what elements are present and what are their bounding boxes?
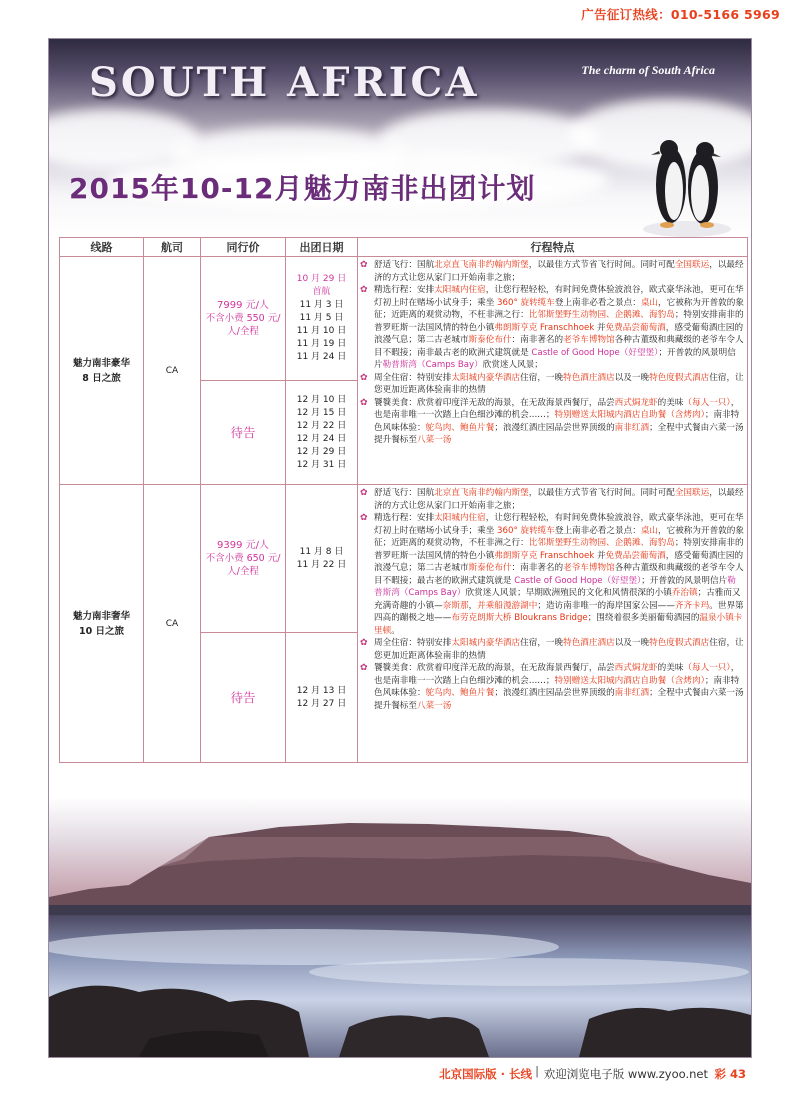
header-itinerary: 行程特点 <box>358 238 748 257</box>
header-dates: 出团日期 <box>286 238 358 257</box>
itinerary-item: ✿ 周全住宿：特别安排太阳城内豪华酒店住宿，一晚特色酒庄酒店以及一晚特色度假式酒店住宿，让您更加近距离体验南非的热情 <box>360 372 744 395</box>
date-item: 11 月 3 日 <box>299 300 344 310</box>
flower-bullet-icon: ✿ <box>360 488 368 498</box>
hero-english-subtitle: The charm of South Africa <box>581 63 715 77</box>
itinerary-item: ✿ 饕餮美食：欣赏着印度洋无敌的海景，在无敌海景西餐厅，品尝西式焗龙虾的美味（每人一只），也是南非唯一一次踏上白色细沙滩的机会……；特别赠送太阳城内酒店自助餐（含烤肉）；南非特色风味体验：鸵鸟肉、鲍鱼片餐；浪漫红酒庄园品尝世界顶级的南非红酒；全程中式餐由六菜一汤提升餐标至八菜一汤 <box>360 663 744 711</box>
airline-cell: CA <box>144 485 201 763</box>
price-cell <box>201 485 286 633</box>
first-flight-note: 首航 <box>312 287 331 297</box>
airline-cell: CA <box>144 257 201 485</box>
date-item: 11 月 19 日 <box>296 339 347 349</box>
table-mountain-photo <box>49 797 751 1057</box>
page-title: 2015年10-12月魅力南非出团计划 <box>69 172 536 205</box>
hotline: 广告征订热线：010-5166 5969 <box>581 7 780 22</box>
flower-bullet-icon: ✿ <box>360 638 368 648</box>
date-item: 12 月 29 日 <box>296 446 347 457</box>
header-price: 同行价 <box>201 238 286 257</box>
flower-bullet-icon: ✿ <box>360 397 368 408</box>
date-item: 11 月 5 日 <box>299 313 344 323</box>
itinerary-item: ✿ 饕餮美食：欣赏着印度洋无敌的海景，在无敌海景西餐厅，品尝西式焗龙虾的美味（每人一只），也是南非唯一一次踏上白色细沙滩的机会……；特别赠送太阳城内酒店自助餐（含烤肉）；南非特色风味体验：鸵鸟肉、鲍鱼片餐；浪漫红酒庄园品尝世界顶级的南非红酒；全程中式餐由六菜一汤提升餐标至八菜一汤 <box>360 397 744 445</box>
first-flight-date: 10 月 29 日 <box>296 274 347 284</box>
flower-bullet-icon: ✿ <box>360 513 368 523</box>
route-duration: 10 日之旅 <box>78 625 125 637</box>
itinerary-item: ✿ 舒适飞行：国航北京直飞南非约翰内斯堡，以最佳方式节省飞行时间。同时可配全国联运，以最经济的方式让您从家门口开始南非之旅； <box>360 488 744 511</box>
flower-bullet-icon: ✿ <box>360 285 368 295</box>
header-route: 线路 <box>60 238 144 257</box>
table-header-row <box>60 238 748 257</box>
footer-divider: | <box>535 1064 539 1078</box>
route-duration: 8 日之旅 <box>82 372 121 384</box>
table-row <box>60 485 748 633</box>
tip-note: 不含小费 550 元/ <box>205 313 281 324</box>
header-airline: 航司 <box>144 238 201 257</box>
itinerary-cell <box>358 257 748 485</box>
dates-cell <box>286 485 358 633</box>
itinerary-item: ✿ 精选行程：安排太阳城内住宿，让您行程轻松，有时间免费体验波浪谷，欧式豪华泳池，更可在华灯初上时在赌场小试身手；乘坐 360° 旋转缆车登上南非必看之景点：桌山，它被称为开普敦的象征；近距离的观赏动物，不枉非洲之行：比邻斯堡野生动物园、企鹅滩、海豹岛；特别安排南非的普罗旺斯一法国风情的特色小镇弗朗斯亨克 Franschhoek 并免费品尝葡萄酒，感受葡萄酒庄园的浪漫气息；第二古老城市斯泰伦布什：南非著名的老爷车博物馆各种古董级和典藏级的老爷车令人目不暇接；南非最古老的欧洲式建筑就是 Castle of Good Hope（好望堡）；开普敦的风景明信片勒普斯湾（Camps Bay）欣赏迷人风景； <box>360 285 744 370</box>
page-frame <box>48 38 752 1058</box>
tip-note-cont: 人/全程 <box>227 566 259 577</box>
penguins-image <box>641 127 733 237</box>
date-item: 12 月 27 日 <box>296 698 347 709</box>
date-item: 12 月 13 日 <box>296 685 347 696</box>
price-cell <box>201 257 286 381</box>
itinerary-cell <box>358 485 748 763</box>
route-name: 魅力南非奢华 <box>72 610 130 622</box>
tip-note: 不含小费 650 元/ <box>205 553 281 564</box>
itinerary-item: ✿ 周全住宿：特别安排太阳城内豪华酒店住宿，一晚特色酒庄酒店以及一晚特色度假式酒店住宿，让您更加近距离体验南非的热情 <box>360 638 744 661</box>
price-value: 7999 元/人 <box>217 300 269 311</box>
route-name-cell <box>60 257 144 485</box>
hero-banner <box>49 39 751 237</box>
dates-cell <box>286 633 358 763</box>
date-item: 12 月 22 日 <box>296 420 347 431</box>
dates-cell <box>286 257 358 381</box>
footer <box>0 1064 800 1084</box>
date-item: 12 月 10 日 <box>296 394 347 405</box>
route-name-cell <box>60 485 144 763</box>
tour-plan-table <box>59 237 748 763</box>
flower-bullet-icon: ✿ <box>360 260 368 270</box>
date-item: 12 月 15 日 <box>296 407 347 418</box>
flower-bullet-icon: ✿ <box>360 663 368 673</box>
route-name: 魅力南非豪华 <box>72 357 130 369</box>
itinerary-item: ✿ 精选行程：安排太阳城内住宿，让您行程轻松，有时间免费体验波浪谷，欧式豪华泳池，更可在华灯初上时在赌场小试身手；乘坐 360° 旋转缆车登上南非必看之景点：桌山，它被称为开普敦的象征；近距离的观赏动物，不枉非洲之行：比邻斯堡野生动物园、企鹅滩、海豹岛；特别安排南非的普罗旺斯一法国风情的特色小镇弗朗斯亨克 Franschhoek 并免费品尝葡萄酒，感受葡萄酒庄园的浪漫气息；第二古老城市斯泰伦布什：南非著名的老爷车博物馆各种古董级和典藏级的老爷车令人目不暇接；最古老的欧洲式建筑就是 Castle of Good Hope（好望堡）；开普敦的风景明信片勒普斯湾（Camps Bay）欣赏迷人风景；早期欧洲殖民的文化和风情很深的小镇乔治镇；古雅而又充满奇趣的小镇—奈斯那，并乘船漫游湖中；造访南非唯一的海岸国家公园——齐齐卡玛。世界第四高的蹦极之地——布劳克朗斯大桥 Bloukrans Bridge；围绕着很多美丽葡萄酒园的温泉小镇卡里顿。 <box>360 513 744 636</box>
date-item: 11 月 24 日 <box>296 352 347 362</box>
price-pending: 待告 <box>201 381 286 485</box>
price-pending: 待告 <box>201 633 286 763</box>
date-item: 11 月 22 日 <box>296 559 347 570</box>
table-row <box>60 257 748 381</box>
date-item: 12 月 24 日 <box>296 433 347 444</box>
itinerary-item: ✿ 舒适飞行：国航北京直飞南非约翰内斯堡，以最佳方式节省飞行时间。同时可配全国联运，以最经济的方式让您从家门口开始南非之旅； <box>360 260 744 283</box>
footer-site-link[interactable]: 欢迎浏览电子版 www.zyoo.net <box>543 1067 708 1081</box>
flower-bullet-icon: ✿ <box>360 372 368 383</box>
date-item: 11 月 8 日 <box>299 546 344 557</box>
hero-english-title: SOUTH AFRICA <box>89 59 480 106</box>
page-number: 彩 43 <box>714 1067 746 1081</box>
dates-cell <box>286 381 358 485</box>
price-value: 9399 元/人 <box>217 540 269 551</box>
tip-note-cont: 人/全程 <box>227 326 259 337</box>
date-item: 11 月 10 日 <box>296 326 347 336</box>
footer-edition: 北京国际版 · 长线 <box>439 1067 532 1081</box>
date-item: 12 月 31 日 <box>296 459 347 470</box>
